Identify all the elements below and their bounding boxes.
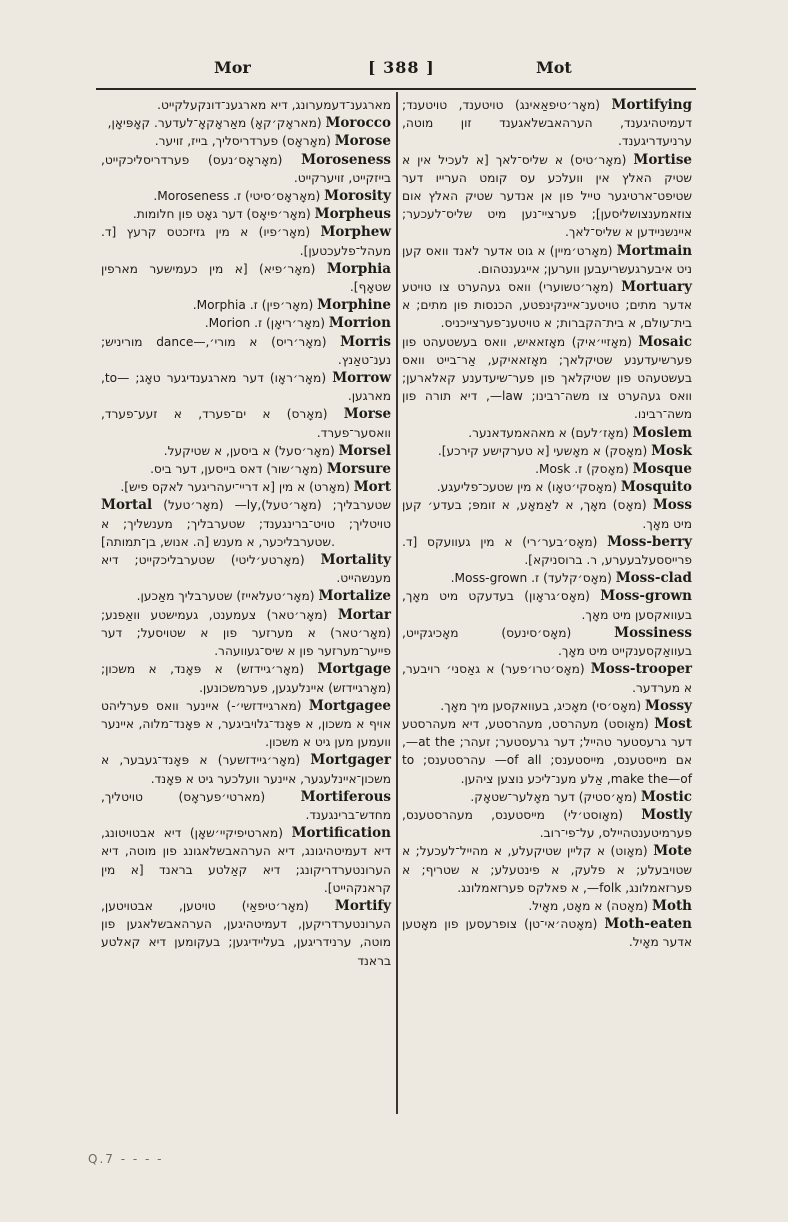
footer-mark: Q.7 - - - - xyxy=(88,1152,164,1166)
entry-headword: Moss-clad xyxy=(615,570,692,587)
dictionary-entry xyxy=(402,569,692,587)
entry-pronunciation: (מאָס׳קלעד) xyxy=(543,571,612,586)
dictionary-entry xyxy=(402,842,692,897)
entry-headword: Morsel xyxy=(338,442,391,459)
dictionary-entry xyxy=(101,496,391,551)
entry-pronunciation: (מאָר׳טעלאייז) xyxy=(236,589,315,604)
entry-headword: Mortality xyxy=(320,552,392,569)
dictionary-entry xyxy=(402,587,692,623)
dictionary-entry xyxy=(402,242,692,278)
entry-pronunciation: (מאָראָס׳נעס) xyxy=(208,152,283,167)
header-rule xyxy=(96,88,696,90)
entry-definition: א גוט אדער לאנד וואס קען ניט איבערגעשריעבען ווערען; אייגענטהום. xyxy=(402,243,692,276)
entry-headword: Mortify xyxy=(334,897,391,914)
entry-definition: א ביסען, א שטיקעל. xyxy=(163,443,271,458)
entry-pronunciation: (מאָר׳פיאָס) xyxy=(246,207,311,222)
entry-pronunciation: (מאָר׳טיפאַאינג) xyxy=(515,98,601,112)
entry-headword: Morose xyxy=(334,133,391,150)
entry-headword: Morphew xyxy=(320,224,392,241)
entry-definition: שטערבליך מאַכען. xyxy=(136,589,233,604)
entry-headword: Mort xyxy=(353,479,391,496)
entry-pronunciation: (מאָוט) xyxy=(610,844,648,859)
entry-pronunciation: (מאָסק) xyxy=(604,443,648,458)
dictionary-entry xyxy=(101,132,391,150)
dictionary-entry xyxy=(402,915,692,951)
dictionary-entry xyxy=(402,278,692,333)
entry-pronunciation: (מאָ׳סטיק) xyxy=(578,789,637,804)
entry-headword: Morocco xyxy=(325,115,391,132)
entry-pronunciation: (מאָטה׳אי־טן) xyxy=(524,917,598,932)
entry-headword: Moss xyxy=(652,497,693,514)
dictionary-entry xyxy=(101,223,391,259)
entry-headword: Mossiness xyxy=(614,624,693,641)
dictionary-entry xyxy=(101,697,391,752)
entry-definition: ז. Moss-grown. xyxy=(450,571,540,586)
dictionary-entry xyxy=(402,624,692,660)
dictionary-entry xyxy=(101,460,391,478)
dictionary-entry xyxy=(101,751,391,787)
dictionary-entry xyxy=(101,551,391,587)
entry-definition: מאַראָקאָ־לעדער. קאָפּיאָן, xyxy=(107,116,247,131)
dictionary-entry xyxy=(101,660,391,696)
entry-definition: א קליין שטיקעלע, א מהייל־לעכעל; א שטויבעלע; א פלעק, א פינטעלע; א שטריף; א פערזאמלונג, folk—, א פאלקס פערזאמלונג. xyxy=(402,844,692,895)
entry-headword: Morse xyxy=(343,406,392,423)
entry-definition: ז. Morphia. xyxy=(192,298,258,313)
entry-definition: א מאהאמעדאנער. xyxy=(468,425,567,440)
entry-definition: ז. Morion. xyxy=(204,316,263,331)
entry-pronunciation: (מאראָק׳קאָ) xyxy=(250,116,322,131)
entry-pronunciation: (מאָר׳טאר) xyxy=(266,607,328,622)
entry-definition: וואס געהערט צו טויטע אדער מתים; טויטענ־איינקינפטע, הכנסות פון מתים; א בית־עולם, א בית־הקברות; א טויטענ־פערצייכניס. xyxy=(402,280,692,331)
entry-pronunciation: (מאָר׳ראָו) xyxy=(269,371,327,386)
entry-headword: Morrion xyxy=(328,315,391,332)
dictionary-entry xyxy=(101,405,391,441)
entry-definition: דיא אבטויטונג, דיא דעמיטהיגונג, דיא הערהאבשלאגונג פון מוטה, דיא הערונטערדריקונג; דיא קאַלטע בראנד [א מין קראנקהייט]. xyxy=(101,826,391,895)
entry-pronunciation: (מארגיידזשי׳-) xyxy=(226,698,302,713)
entry-headword: Mortification xyxy=(291,825,391,842)
entry-definition: טויטען, אבטויטען, הערונטערדריקען, דעמיטהיגען, הערהאבשלאגען פון מוטה, ערנידריגען, בעליידיגען; בעקומען דיא קאלטע בראנד xyxy=(101,898,391,968)
entry-definition: צופרעסען פון מאָטען אדער מאָיל. xyxy=(402,917,692,950)
dictionary-entry xyxy=(101,333,391,369)
entry-headword: Mortmain xyxy=(616,242,693,259)
entry-definition: א מין געוועקס [ד. פרייססעלבעערע, ר. ברוסניקא]. xyxy=(402,534,692,568)
entry-headword: Morphia xyxy=(326,260,392,277)
entry-pronunciation: (מאָר׳גיידזש) xyxy=(236,662,305,677)
entry-headword: Mosquito xyxy=(620,479,692,496)
entry-pronunciation: (מאָר׳פיא) xyxy=(259,261,316,276)
dictionary-entry xyxy=(101,606,391,661)
entry-definition: מאָכיגקייט, בעוואַקסענקייט מיט מאָך. xyxy=(402,625,692,659)
entry-definition: דער גאָט פון חלומות. xyxy=(132,207,243,222)
dictionary-entry xyxy=(402,96,692,151)
dictionary-entry xyxy=(101,296,391,314)
dictionary-entry xyxy=(402,460,692,478)
entry-headword: Mortal xyxy=(101,497,153,514)
entry-pronunciation: (מאָר׳פין) xyxy=(261,298,314,313)
entry-pronunciation: (מאָרט׳מיין) xyxy=(549,243,613,258)
dictionary-entry xyxy=(402,806,692,842)
entry-definition: דער מארגענדיגער טאָג; —to, מארגען. xyxy=(101,371,391,404)
entry-headword: Mote xyxy=(653,843,692,860)
entry-pronunciation: (מאָרטע׳ליטי) xyxy=(230,553,305,568)
entry-definition: א מין [א דריי־יעהריגער לאקס פיש]. xyxy=(120,480,306,495)
entry-definition: פערדריסליכקייט, בייזקייט, זויערקייט. xyxy=(101,152,391,185)
entry-headword: Mossy xyxy=(645,697,692,714)
dictionary-entry xyxy=(402,496,692,532)
entry-pronunciation: (מאָסקי׳טאָו) xyxy=(547,480,617,495)
dictionary-entry xyxy=(101,897,391,970)
dictionary-entry xyxy=(101,442,391,460)
dictionary-entry xyxy=(101,824,391,897)
dictionary-entry xyxy=(101,369,391,405)
entry-definition: דאס בייסען, דער ביס. xyxy=(150,462,263,477)
entry-pronunciation: (מאָר׳פיו) xyxy=(258,225,311,240)
entry-pronunciation: (מאָר׳טעל) xyxy=(163,498,224,513)
entry-definition: א פּאָנד־געבער, א משכון־איינלעגער, איינער וועלכער גיט א פּאָנד. xyxy=(101,753,391,786)
entry-pronunciation: (מאָטה) xyxy=(606,898,649,913)
entry-headword: Morosity xyxy=(324,188,391,205)
dictionary-entry xyxy=(402,478,692,496)
entry-definition: א פּאָנד, א משכון; (מאָרגיידזש) איינלעגען, פערמשכונען. xyxy=(101,662,391,695)
entry-headword: Morrow xyxy=(332,370,391,387)
entry-pronunciation: (מאָראָס) xyxy=(281,134,331,149)
right-guide-word: Mot xyxy=(536,58,572,77)
entry-pronunciation: (מאָרט) xyxy=(309,480,350,495)
dictionary-entry xyxy=(101,788,391,824)
entry-pronunciation: (מאָס׳סינעס) xyxy=(501,625,572,640)
entry-pronunciation: (מאָז׳לעם) xyxy=(570,425,629,440)
entry-pronunciation: (מאָוסט׳לי) xyxy=(563,807,623,822)
entry-headword: Mortgagee xyxy=(308,697,392,714)
entry-pronunciation: (מאָס׳טרו׳פער) xyxy=(500,662,585,677)
dictionary-entry xyxy=(402,697,692,715)
entry-pronunciation: (מאָר׳ריס) xyxy=(271,334,327,349)
entry-headword: Morpheus xyxy=(314,206,391,223)
entry-headword: Moth xyxy=(652,897,692,914)
entry-pronunciation: (מארטיפיקיי׳שאָן) xyxy=(189,826,283,841)
entry-headword: Moroseness xyxy=(301,151,392,168)
dictionary-entry xyxy=(402,442,692,460)
entry-headword: Morris xyxy=(340,333,391,350)
dictionary-entry xyxy=(101,96,391,114)
dictionary-entry xyxy=(402,660,692,696)
entry-headword: Moslem xyxy=(632,424,692,441)
dictionary-entry xyxy=(101,114,391,132)
dictionary-entry xyxy=(402,788,692,806)
entry-headword: Mortiferous xyxy=(300,788,392,805)
entry-headword: Mortgage xyxy=(317,661,392,678)
page-number: [ 388 ] xyxy=(368,58,435,77)
entry-definition: א מאָשעי [א טערקישע קירכע]. xyxy=(437,443,601,458)
entry-definition: מייסטענס, מעהרסטענס, פערמיטענטהיילס, על־פי־רוב. xyxy=(402,807,692,841)
entry-definition: שטערבליכקייט; דיא מענשהייט. xyxy=(101,553,391,586)
dictionary-entry xyxy=(101,260,391,296)
entry-definition: מאָזאאיש, וואס בעשטעהט פון פערשיעדענע שטיקלאך; מאָזאאיקע, אַר־בייט וואס בעשטעהט פון שטיקלאך פון פער־שיעדענע קאלארען; וואס געהערט צו משה־רבינו; law—, דיא תורה פון משה־רבינו. xyxy=(402,334,693,422)
entry-pronunciation: (מאָר׳טשוערי) xyxy=(538,280,614,295)
entry-definition: טויטענד, טויטענד; דעמיטהיגענד, הערהאבשלאגענד זון מוטה, ערניעדריגענד. xyxy=(402,98,692,149)
entry-definition: פערדריסליך, בייז, זויער. xyxy=(154,134,279,149)
entry-headword: Mortuary xyxy=(621,279,692,296)
entry-definition: טויטליך, מחדש־ברינגענד. xyxy=(101,789,391,822)
left-guide-word: Mor xyxy=(214,58,251,77)
dictionary-entry xyxy=(402,151,692,242)
entry-definition: ז. Moroseness. xyxy=(153,189,242,204)
entry-headword: Mortar xyxy=(337,606,392,623)
entry-pronunciation: (מאָס׳גראָון) xyxy=(524,589,590,604)
dictionary-entry xyxy=(402,533,692,569)
entry-pronunciation: (מאָס) xyxy=(612,498,647,513)
entry-definition: ז. Mosk. xyxy=(535,462,583,477)
entry-headword: Mortgager xyxy=(310,752,391,769)
entry-definition: —ly,(מאָר׳טעל) שטערבליך; טויטליך; טויט־ברינגענד; שטערבליך; מענשליך; א שטערבליכער, א מענש [ה. אנוש, בן־תמותה]. xyxy=(101,498,391,549)
entry-pronunciation: (מאָס׳סי) xyxy=(591,698,642,713)
entry-headword: Moss-berry xyxy=(607,533,693,550)
entry-headword: Mortise xyxy=(633,151,693,168)
entry-pronunciation: (מאָר׳שור) xyxy=(266,462,323,477)
dictionary-entry xyxy=(101,187,391,205)
entry-definition: [א מין כעמישער מארפין שטאָף]. xyxy=(101,261,391,295)
entry-headword: Moth-eaten xyxy=(604,916,693,933)
left-column xyxy=(101,96,391,970)
entry-headword: Morsure xyxy=(326,461,391,478)
dictionary-entry xyxy=(402,333,692,424)
entry-definition: א מורי׳,—dance מוריניש; נענ־טאַנץ. xyxy=(101,334,391,367)
entry-definition: מאָך, א לאַמאָע, א זומפּ; בעדע׳ קען מיט מאָך. xyxy=(402,498,692,531)
entry-pronunciation: (מאָר׳סעל) xyxy=(274,443,335,458)
entry-headword: Mosaic xyxy=(638,333,693,350)
entry-definition: דער מאָלער־שטאָק. xyxy=(470,789,575,804)
entry-headword: Mosque xyxy=(632,461,692,478)
entry-pronunciation: (מאָוסט) xyxy=(603,716,649,731)
entry-definition: א מין גזיזכטס קרעץ [ד. מעהל־פלעכטען]. xyxy=(101,225,391,258)
entry-headword: Mostly xyxy=(641,806,692,823)
entry-definition: מאָכיג, בעוואקסען מיך מאָך. xyxy=(440,698,588,713)
right-column xyxy=(402,96,692,952)
entry-headword: Morphine xyxy=(317,297,391,314)
entry-definition: בעדעקט מיט מאָך, בעוואקסען מיט מאָך. xyxy=(402,589,692,622)
dictionary-entry xyxy=(101,151,391,187)
dictionary-entry xyxy=(101,314,391,332)
dictionary-entry xyxy=(101,205,391,223)
entry-pronunciation: (מאָרס) xyxy=(286,407,328,422)
column-divider xyxy=(396,92,398,1114)
entry-definition: א מאָט, מאָיל. xyxy=(528,898,603,913)
entry-headword: Most xyxy=(654,715,693,732)
entry-definition: צעמענט, געמישטע וואַפנע;(מאָר׳טאר) א מערזער פון א שטויסעל; דער פייער־מערזער פון א שיס־געוועהר. xyxy=(101,607,391,659)
entry-pronunciation: (מארטי׳פעראָס) xyxy=(178,789,266,804)
entry-pronunciation: (מאָסק) xyxy=(586,462,629,477)
entry-headword: Mortifying xyxy=(611,97,693,113)
entry-definition: איינער וואס פערליהט אויף א משכון, א פּאָנד־גלויביגער, א פּאָנד־מלוה, איינער וועמען מען גיט א משכון. xyxy=(101,698,391,750)
entry-pronunciation: (מאָר׳טיס) xyxy=(570,152,627,167)
dictionary-entry xyxy=(101,587,391,605)
entry-definition: א שליס־לאך [א לעכיל אין א שטיק האלץ אין וועלכע עס קומט הערייו דער שטיפט־ארטיגער טייל פון אן אנדער שטיק האלץ אום צוזאמענצושליסען]; פערציי־נען מיט שליס־לעכער; איינשניידען א שליס־לאך. xyxy=(402,152,692,240)
entry-definition: א גאַסני׳ רויבער, א מערדער. xyxy=(402,662,692,695)
entry-headword: Mosk xyxy=(651,442,692,459)
entry-headword: Mostic xyxy=(640,788,692,805)
entry-pronunciation: (מאָר׳ריאָן) xyxy=(266,316,325,331)
page-header xyxy=(96,56,696,84)
entry-pronunciation: (מאָר׳גיידזשער) xyxy=(217,753,301,768)
dictionary-entry xyxy=(402,424,692,442)
entry-headword: Moss-trooper xyxy=(590,661,693,678)
entry-headword: Moss-grown xyxy=(600,588,692,605)
entry-definition: א ים־פערד, א זעע־פערד, וואסער־פערד. xyxy=(101,407,391,440)
entry-pronunciation: (מאָס׳בער׳רי) xyxy=(522,534,598,549)
entry-pronunciation: (מאָר׳טיפאַי) xyxy=(241,898,309,913)
entry-pronunciation: (מאָראָס׳סיטי) xyxy=(245,189,321,204)
entry-definition: מארגענ־דעמערונג, דיא מארגענ־דונקעלקייט. xyxy=(157,98,391,112)
dictionary-entry xyxy=(101,478,391,496)
entry-definition: מעהרסט, מעהרסטע, דיא מעהרסטע דער גרעסטער טהייל; דער גרעסטער; זעהר; at the—, אם מייסטענס, מייסטענס; of all— עהרסטענס; to make the—of, אַלע מענ־ליכע נוצען ציהען. xyxy=(402,716,693,786)
entry-definition: א מין שטעכ־פליעגע. xyxy=(436,480,544,495)
entry-pronunciation: (מאָזיי׳איק) xyxy=(571,334,632,349)
dictionary-entry xyxy=(402,897,692,915)
entry-headword: Mortalize xyxy=(318,588,391,605)
dictionary-entry xyxy=(402,715,692,788)
